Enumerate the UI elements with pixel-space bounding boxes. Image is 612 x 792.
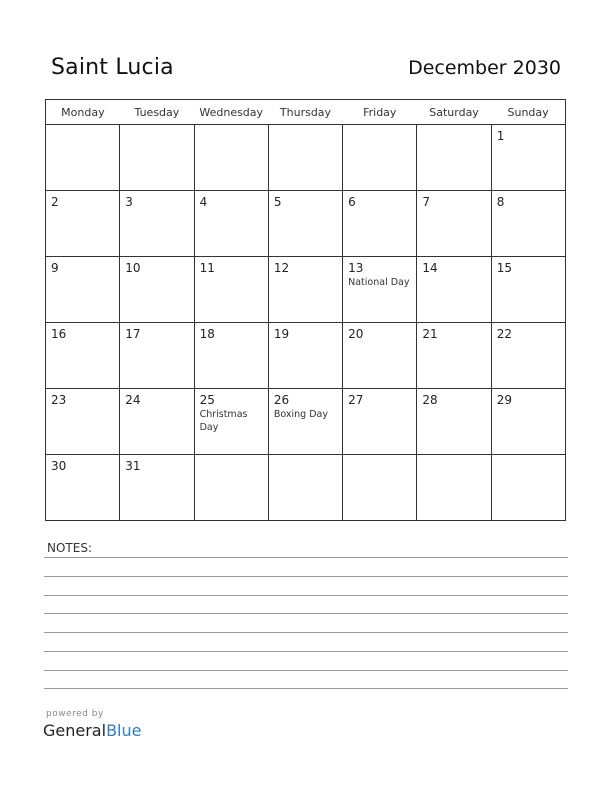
day-number: 5 bbox=[273, 195, 282, 209]
weekday-header: Tuesday bbox=[120, 100, 194, 125]
day-cell[interactable] bbox=[343, 125, 417, 191]
weekday-header: Friday bbox=[343, 100, 417, 125]
notes-line bbox=[44, 688, 568, 689]
day-cell[interactable] bbox=[194, 455, 268, 521]
day-number: 3 bbox=[125, 195, 133, 209]
day-number: 25 bbox=[199, 393, 215, 407]
day-number: 27 bbox=[348, 393, 364, 407]
day-cell[interactable] bbox=[194, 257, 268, 323]
day-cell[interactable] bbox=[417, 125, 491, 191]
day-cell[interactable] bbox=[46, 455, 120, 521]
day-number: 15 bbox=[496, 261, 512, 275]
calendar-weeks bbox=[46, 125, 566, 521]
day-cell[interactable] bbox=[46, 257, 120, 323]
day-cell[interactable] bbox=[46, 191, 120, 257]
notes-line bbox=[44, 670, 568, 671]
day-cell[interactable] bbox=[120, 125, 194, 191]
day-cell[interactable] bbox=[491, 455, 565, 521]
brand-blue: Blue bbox=[106, 721, 142, 740]
day-number: 4 bbox=[199, 195, 208, 209]
weekday-header: Thursday bbox=[268, 100, 342, 125]
day-number: 31 bbox=[125, 459, 141, 473]
calendar-country-title: Saint Lucia bbox=[51, 55, 174, 80]
calendar-week-row bbox=[46, 191, 566, 257]
day-number: 30 bbox=[51, 459, 67, 473]
weekday-header: Saturday bbox=[417, 100, 491, 125]
day-cell[interactable] bbox=[343, 323, 417, 389]
generalblue-logo[interactable] bbox=[43, 721, 141, 740]
notes-label: NOTES: bbox=[47, 541, 92, 555]
day-cell[interactable] bbox=[491, 125, 565, 191]
day-cell[interactable] bbox=[46, 323, 120, 389]
day-cell[interactable] bbox=[268, 191, 342, 257]
brand-general: General bbox=[43, 721, 107, 740]
calendar-week-row bbox=[46, 323, 566, 389]
day-cell[interactable] bbox=[120, 389, 194, 455]
notes-line bbox=[44, 651, 568, 652]
day-number: 28 bbox=[422, 393, 438, 407]
notes-line bbox=[44, 595, 568, 596]
day-number: 29 bbox=[496, 393, 512, 407]
weekday-header-row bbox=[46, 100, 566, 125]
holiday-label: Christmas Day bbox=[199, 409, 248, 433]
day-number: 8 bbox=[496, 195, 505, 209]
day-number: 1 bbox=[496, 129, 505, 143]
day-cell[interactable] bbox=[417, 191, 491, 257]
day-cell[interactable] bbox=[194, 191, 268, 257]
calendar-week-row bbox=[46, 455, 566, 521]
day-cell[interactable] bbox=[417, 257, 491, 323]
calendar-week-row bbox=[46, 125, 566, 191]
day-cell[interactable] bbox=[343, 455, 417, 521]
day-cell[interactable] bbox=[491, 191, 565, 257]
day-number: 26 bbox=[273, 393, 290, 407]
day-cell[interactable] bbox=[417, 323, 491, 389]
day-cell[interactable] bbox=[491, 389, 565, 455]
day-number: 12 bbox=[273, 261, 290, 275]
day-number: 22 bbox=[496, 327, 512, 341]
notes-line bbox=[44, 613, 568, 614]
day-cell[interactable] bbox=[120, 323, 194, 389]
day-cell[interactable] bbox=[343, 389, 417, 455]
day-number: 7 bbox=[422, 195, 431, 209]
day-number: 11 bbox=[199, 261, 215, 275]
calendar-week-row bbox=[46, 257, 566, 323]
day-number: 23 bbox=[51, 393, 67, 407]
holiday-label: National Day bbox=[348, 277, 410, 288]
day-cell[interactable] bbox=[120, 191, 194, 257]
day-cell[interactable] bbox=[343, 191, 417, 257]
day-cell[interactable] bbox=[268, 323, 342, 389]
day-number: 6 bbox=[348, 195, 356, 209]
day-cell[interactable] bbox=[46, 125, 120, 191]
weekday-header: Monday bbox=[46, 100, 120, 125]
day-cell[interactable] bbox=[491, 257, 565, 323]
notes-line bbox=[44, 557, 568, 558]
day-cell[interactable] bbox=[268, 389, 342, 455]
day-number: 2 bbox=[51, 195, 59, 209]
day-number: 16 bbox=[51, 327, 67, 341]
powered-by-text: powered by bbox=[46, 709, 104, 719]
day-cell[interactable] bbox=[268, 125, 342, 191]
day-number: 19 bbox=[273, 327, 290, 341]
day-cell[interactable] bbox=[120, 257, 194, 323]
day-cell[interactable] bbox=[343, 257, 417, 323]
day-cell[interactable] bbox=[194, 323, 268, 389]
day-number: 18 bbox=[199, 327, 215, 341]
day-cell[interactable] bbox=[120, 455, 194, 521]
day-cell[interactable] bbox=[417, 389, 491, 455]
day-number: 24 bbox=[125, 393, 141, 407]
day-number: 9 bbox=[51, 261, 59, 275]
day-number: 10 bbox=[125, 261, 141, 275]
day-number: 14 bbox=[422, 261, 438, 275]
day-cell[interactable] bbox=[46, 389, 120, 455]
calendar-grid bbox=[45, 99, 566, 521]
day-number: 21 bbox=[422, 327, 438, 341]
day-number: 13 bbox=[348, 261, 364, 275]
day-number: 20 bbox=[348, 327, 364, 341]
calendar-week-row bbox=[46, 389, 566, 455]
day-cell[interactable] bbox=[194, 125, 268, 191]
day-cell[interactable] bbox=[268, 455, 342, 521]
day-cell[interactable] bbox=[491, 323, 565, 389]
notes-line bbox=[44, 632, 568, 633]
calendar-month-year: December 2030 bbox=[408, 57, 561, 79]
day-cell[interactable] bbox=[194, 389, 268, 455]
notes-line bbox=[44, 576, 568, 577]
weekday-header: Sunday bbox=[491, 100, 565, 125]
weekday-header: Wednesday bbox=[194, 100, 268, 125]
day-cell[interactable] bbox=[417, 455, 491, 521]
day-cell[interactable] bbox=[268, 257, 342, 323]
day-number: 17 bbox=[125, 327, 141, 341]
holiday-label: Boxing Day bbox=[273, 409, 328, 420]
